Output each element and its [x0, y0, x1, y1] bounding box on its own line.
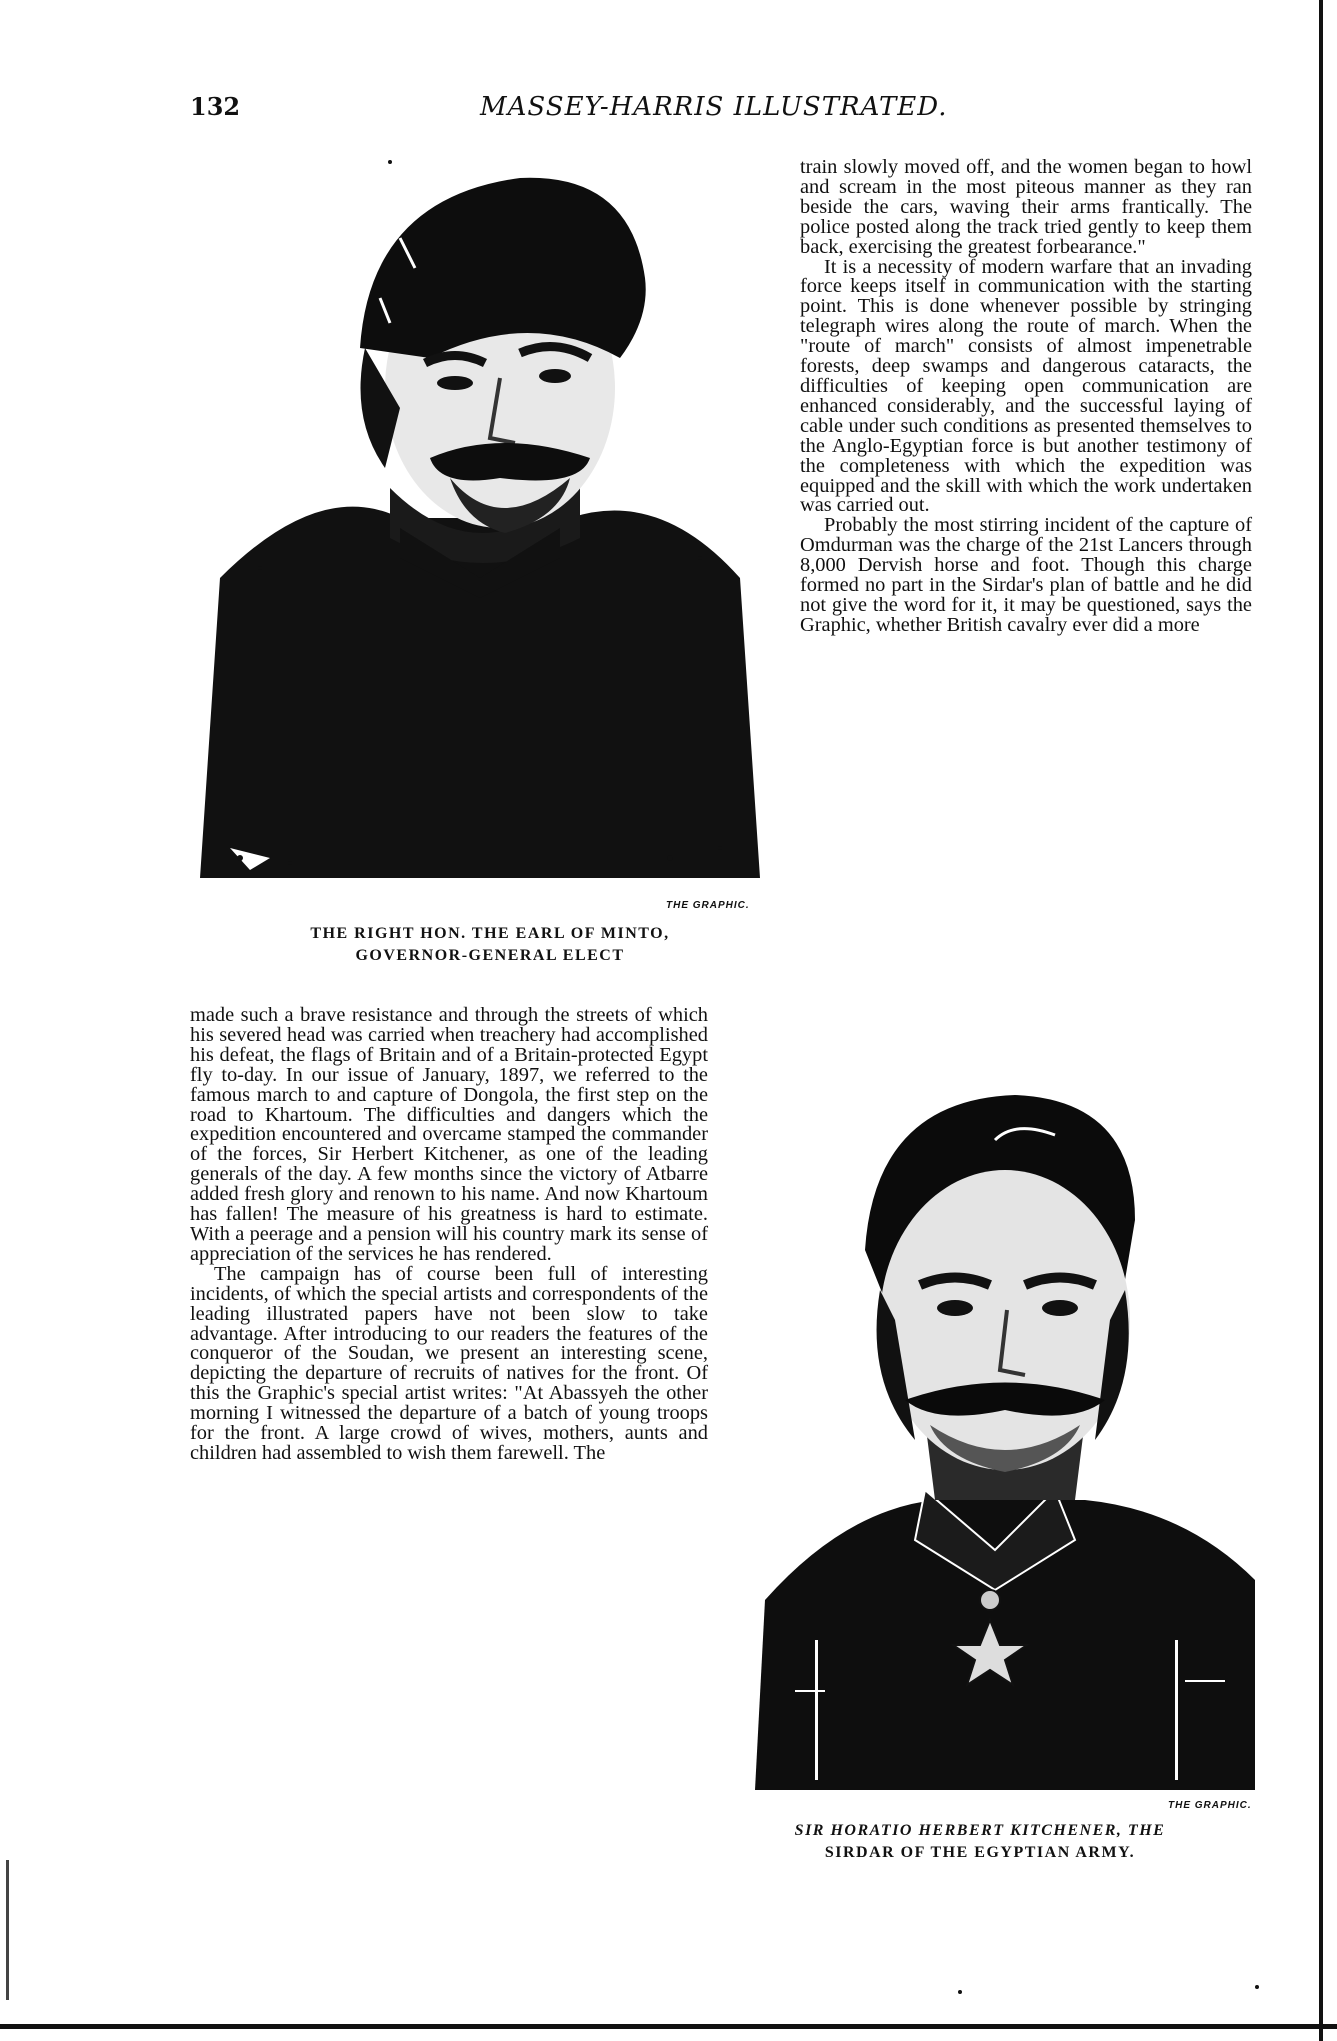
paragraph: made such a brave resistance and through the streets of which his severed head was carried when treachery had accomplished his defeat, the flags of Britain and of a Britain-protected Egypt fly to-day. In our issue of January, 1897, we referred to the famous march to and capture of Dongola, the first step on the road to Khartoum. The difficulties and dangers which the expedition encountered and overcame stamped the commander of the forces, Sir Herbert Kitchener, as one of the leading generals of the day. A few months since the victory of Atbarre added fresh glory and renown to his name. And now Khartoum has fallen! The measure of his greatness is hard to estimate. With a peerage and a pension will his country mark its sense of appreciation of the services he has rendered.	[190, 1004, 708, 1265]
page-speck	[1255, 1985, 1259, 1989]
page-number: 132	[190, 92, 241, 121]
page-border-right	[1319, 0, 1323, 2041]
paragraph: train slowly moved off, and the women began to howl and scream in the most piteous manner as they ran beside the cars, waving their arms frantically. The police posted along the track tried gently to keep them back, exercising the greatest forbearance."	[800, 156, 1252, 258]
article-column-right-top	[800, 158, 1252, 636]
caption-line-1: THE RIGHT HON. THE EARL OF MINTO,	[310, 925, 670, 942]
page-edge-mark	[6, 1860, 9, 2000]
page-header	[0, 92, 1260, 132]
caption-line-2: SIRDAR OF THE EGYPTIAN ARMY.	[824, 1844, 1136, 1861]
paragraph: Probably the most stirring incident of the capture of Omdurman was the charge of the 21st Lancers through 8,000 Dervish horse and foot. Though this charge formed no part in the Sirdar's plan of battle and he did not give the word for it, it may be questioned, says the Graphic, whether British cavalry ever did a more	[800, 514, 1252, 636]
caption-line-1: SIR HORATIO HERBERT KITCHENER, THE	[794, 1822, 1166, 1839]
credit-the-graphic-2: THE GRAPHIC.	[1168, 1800, 1252, 1811]
caption-earl-of-minto	[230, 923, 750, 967]
paragraph: The campaign has of course been full of interesting incidents, of which the special artists and correspondents of the leading illustrated papers have not been slow to take advantage. After introducing to our readers the features of the conqueror of the Soudan, we present an interesting scene, depicting the departure of recruits of natives for the front. Of this the Graphic's special artist writes: "At Abassyeh the other morning I witnessed the departure of a batch of young troops for the front. A large crowd of wives, mothers, aunts and children had assembled to wish them farewell. The	[190, 1262, 708, 1464]
paragraph: It is a necessity of modern warfare that an invading force keeps itself in communication with the starting point. This is done whenever possible by stringing telegraph wires along the route of march. When the "route of march" consists of almost impenetrable forests, deep swamps and dangerous cataracts, the difficulties of keeping open communication are enhanced considerably, and the successful laying of cable under such conditions as presented themselves to the Anglo-Egyptian force is but another testimony of the completeness with which the expedition was equipped and the skill with which the work undertaken was carried out.	[800, 255, 1252, 517]
article-column-left-bottom	[190, 1006, 708, 1464]
caption-kitchener	[720, 1820, 1240, 1864]
caption-line-2: GOVERNOR-GENERAL ELECT	[355, 947, 625, 964]
credit-the-graphic-1: THE GRAPHIC.	[666, 900, 750, 911]
page-speck	[958, 1990, 962, 1994]
page-speck	[388, 160, 392, 164]
running-title: MASSEY-HARRIS ILLUSTRATED.	[480, 92, 948, 122]
portrait-kitchener	[755, 1080, 1255, 1790]
page-border-bottom	[0, 2024, 1337, 2029]
portrait-earl-of-minto	[200, 158, 760, 878]
